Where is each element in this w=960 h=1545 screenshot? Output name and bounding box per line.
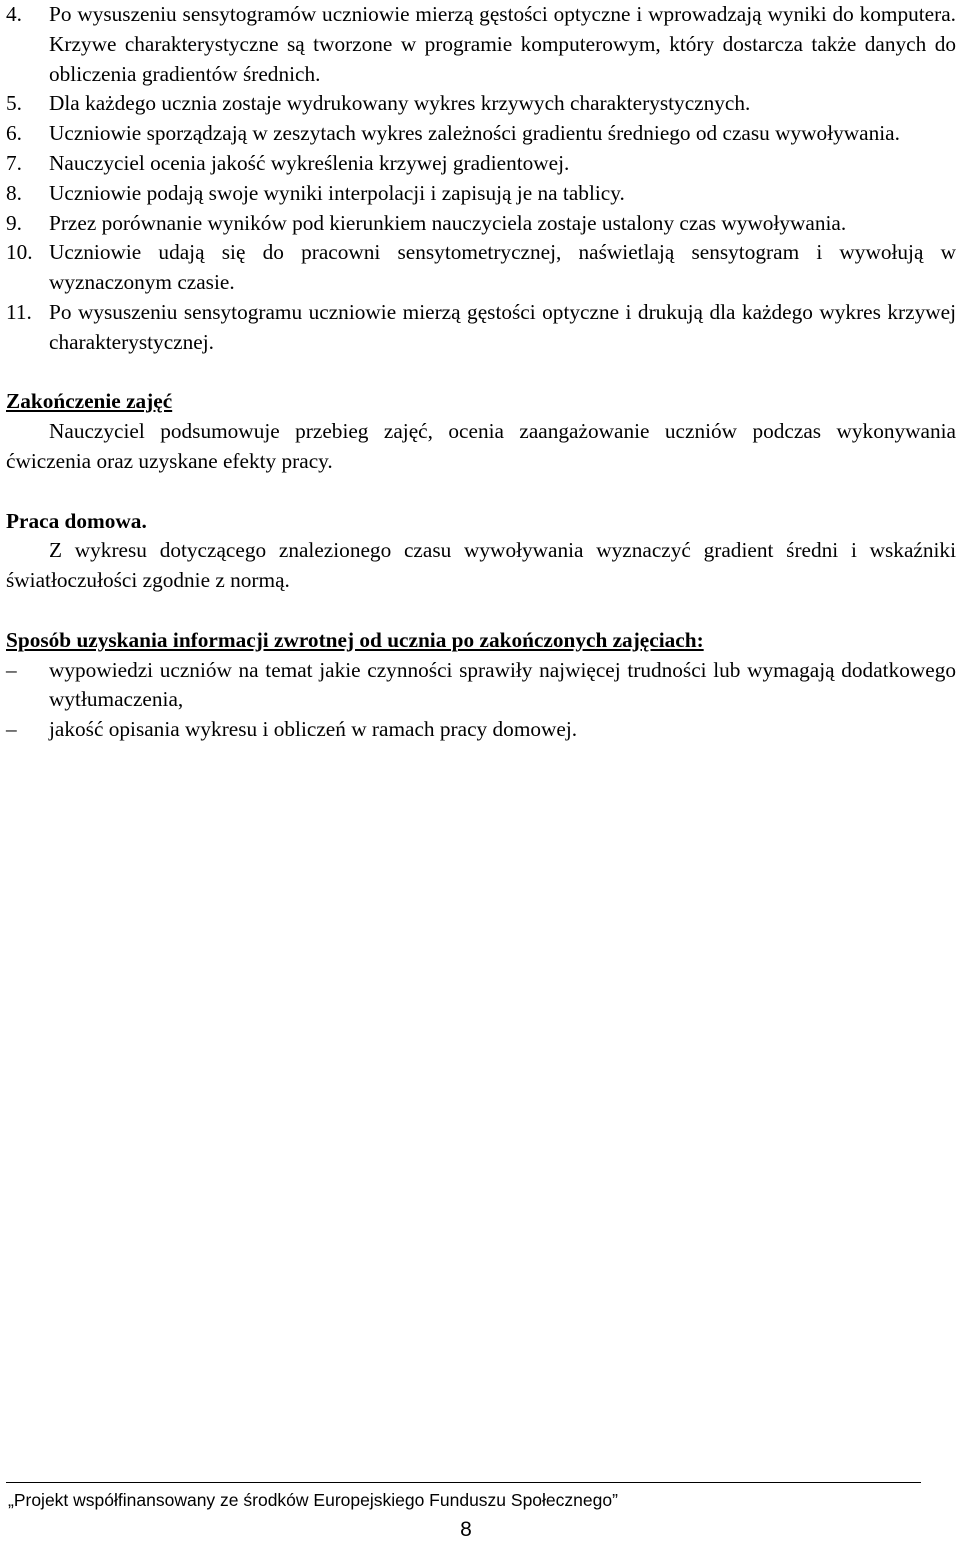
feedback-section <box>6 626 956 745</box>
steps-list <box>6 0 956 358</box>
step-text: Przez porównanie wyników pod kierunkiem nauczyciela zostaje ustalony czas wywoływania. <box>49 210 847 235</box>
feedback-item-text: jakość opisania wykresu i obliczeń w ramach pracy domowej. <box>49 717 578 742</box>
page-footer <box>6 1482 921 1512</box>
step-number: 4. <box>6 2 22 26</box>
step-number: 6. <box>6 121 22 146</box>
conclusion-section <box>6 387 956 476</box>
conclusion-heading: Zakończenie zajęć <box>6 389 173 414</box>
step-number: 8. <box>6 180 22 205</box>
list-item <box>6 119 956 149</box>
list-item <box>6 179 956 209</box>
step-number: 9. <box>6 210 22 235</box>
list-item <box>6 298 956 358</box>
step-number: 7. <box>6 150 22 175</box>
step-number: 10. <box>6 240 33 265</box>
footer-rule <box>6 1482 921 1483</box>
dash-bullet: – <box>6 717 17 742</box>
conclusion-text: Nauczyciel podsumowuje przebieg zajęć, ocenia zaangażowanie uczniów podczas wykonywania ćwiczenia oraz uzyskane efekty pracy. <box>6 419 956 473</box>
list-item <box>6 656 956 716</box>
step-text: Po wysuszeniu sensytogramów uczniowie mierzą gęstości optyczne i wprowadzają wyniki do komputera. Krzywe charakterystyczne są tworzone w programie komputerowym, który dostarcza także danych do obliczenia gradientów średnich. <box>49 2 956 86</box>
dash-bullet: – <box>6 657 17 682</box>
list-item <box>6 238 956 298</box>
list-item <box>6 0 956 89</box>
list-item <box>6 209 956 239</box>
step-number: 5. <box>6 91 22 116</box>
feedback-heading: Sposób uzyskania informacji zwrotnej od ucznia po zakończonych zajęciach: <box>6 627 704 652</box>
step-text: Nauczyciel ocenia jakość wykreślenia krzywej gradientowej. <box>49 150 570 175</box>
step-text: Po wysuszeniu sensytogramu uczniowie mierzą gęstości optyczne i drukują dla każdego wykres krzywej charakterystycznej. <box>49 299 956 354</box>
homework-text: Z wykresu dotyczącego znalezionego czasu wywoływania wyznaczyć gradient średni i wskaźniki światłoczułości zgodnie z normą. <box>6 538 956 593</box>
footer-text: „Projekt współfinansowany ze środków Europejskiego Funduszu Społecznego” <box>8 1490 618 1510</box>
feedback-item-text: wypowiedzi uczniów na temat jakie czynności sprawiły najwięcej trudności lub wymagają dodatkowego wytłumaczenia, <box>49 657 956 712</box>
feedback-list <box>6 656 956 745</box>
homework-section <box>6 507 956 596</box>
list-item <box>6 149 956 179</box>
step-text: Uczniowie podają swoje wyniki interpolacji i zapisują je na tablicy. <box>49 180 625 205</box>
step-number: 11. <box>6 299 32 324</box>
step-text: Uczniowie sporządzają w zeszytach wykres zależności gradientu średniego od czasu wywoływania. <box>49 121 900 146</box>
step-text: Dla każdego ucznia zostaje wydrukowany wykres krzywych charakterystycznych. <box>49 91 751 116</box>
page-number: 8 <box>460 1518 472 1541</box>
list-item <box>6 89 956 119</box>
step-text: Uczniowie udają się do pracowni sensytometrycznej, naświetlają sensytogram i wywołują w wyznaczonym czasie. <box>49 240 956 295</box>
list-item <box>6 715 956 745</box>
homework-heading: Praca domowa. <box>6 508 147 533</box>
page-content <box>6 0 956 745</box>
